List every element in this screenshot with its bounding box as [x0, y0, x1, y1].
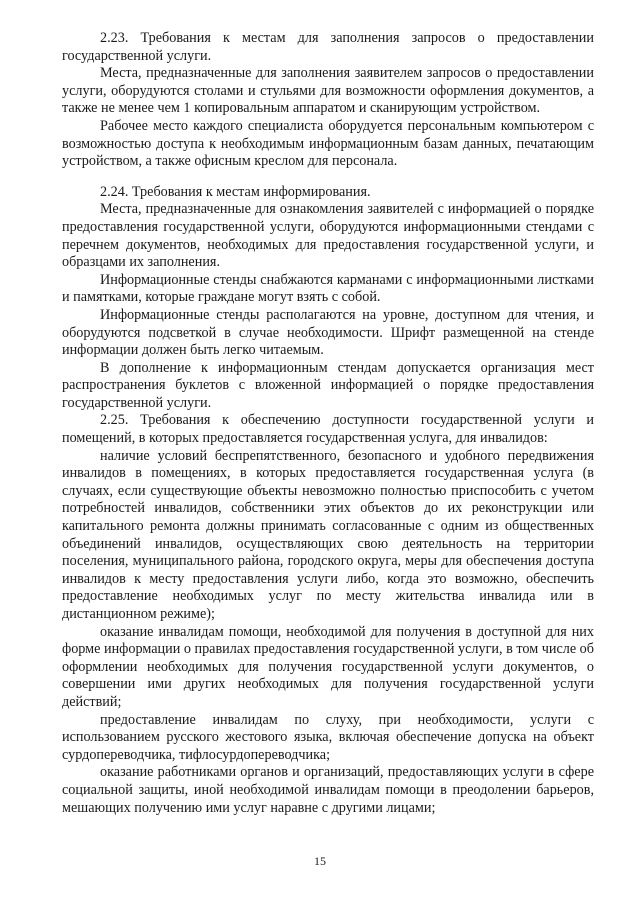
- paragraph-sign-language: предоставление инвалидам по слуху, при необходимости, услуги с использованием русского жестового языка, включая обеспечение допуска на объект сурдопереводчика, тифлосурдопереводчика;: [62, 711, 594, 763]
- paragraph-booklets: В дополнение к информационным стендам допускается организация мест распространения буклетов с вложенной информацией о порядке предоставления государственной услуги.: [62, 359, 594, 411]
- paragraph-barrier-free: наличие условий беспрепятственного, безопасного и удобного передвижения инвалидов в помещениях, в которых предоставляется государственная услуга (в случаях, если существующие объекты невозможно полностью приспособить с учетом потребностей инвалидов, собственники этих объектов до их реконструкции или капитального ремонта должны принимать согласованные с одним из общественных объединений инвалидов, осуществляющих свою деятельность на территории поселения, муниципального района, городского округа, меры для обеспечения доступа инвалидов к месту предоставления услуги либо, когда это возможно, обеспечить предоставление необходимых услуг по месту жительства инвалида или в дистанционном режиме);: [62, 447, 594, 622]
- paragraph-social-protection: оказание работниками органов и организаций, предоставляющих услуги в сфере социальной защиты, иной необходимой инвалидам помощи в преодолении барьеров, мешающих получению ими услуг наравне с другими лицами;: [62, 764, 594, 816]
- paragraph-assistance-info: оказание инвалидам помощи, необходимой для получения в доступной для них форме информации о правилах предоставления государственной услуги, в том числе об оформлении необходимых для получения государственной услуги документов, о совершении ими других необходимых для получения государственной услуги действий;: [62, 623, 594, 710]
- paragraph-workplace: Рабочее место каждого специалиста оборудуется персональным компьютером с возможностью доступа к необходимым информационным базам данных, печатающим устройством, а также офисным креслом для персонала.: [62, 117, 594, 170]
- section-2-25-heading: 2.25. Требования к обеспечению доступности государственной услуги и помещений, в которых предоставляется государственная услуга, для инвалидов:: [62, 412, 594, 447]
- section-gap: [62, 171, 594, 184]
- document-page: [62, 30, 594, 817]
- paragraph-info-places: Места, предназначенные для ознакомления заявителей с информацией о порядке предоставления государственной услуги, оборудуются информационными стендами с перечнем документов, необходимых для предоставления государственной услуги, и образцами их заполнения.: [62, 201, 594, 271]
- section-2-23-heading: 2.23. Требования к местам для заполнения запросов о предоставлении государственной услуги.: [62, 30, 594, 64]
- paragraph-info-stands-pockets: Информационные стенды снабжаются карманами с информационными листками и памятками, которые граждане могут взять с собой.: [62, 271, 594, 306]
- page-number: 15: [314, 854, 326, 868]
- section-2-24-heading: 2.24. Требования к местам информирования.: [100, 183, 371, 200]
- paragraph-info-stands-level: Информационные стенды располагаются на уровне, доступном для чтения, и оборудуются подсветкой в случае необходимости. Шрифт размещенной на стенде информации должен быть легко читаемым.: [62, 306, 594, 359]
- paragraph-filling-places: Места, предназначенные для заполнения заявителем запросов о предоставлении услуги, оборудуются столами и стульями для возможности оформления документов, а также не менее чем 1 копировальным аппаратом и сканирующим устройством.: [62, 65, 594, 117]
